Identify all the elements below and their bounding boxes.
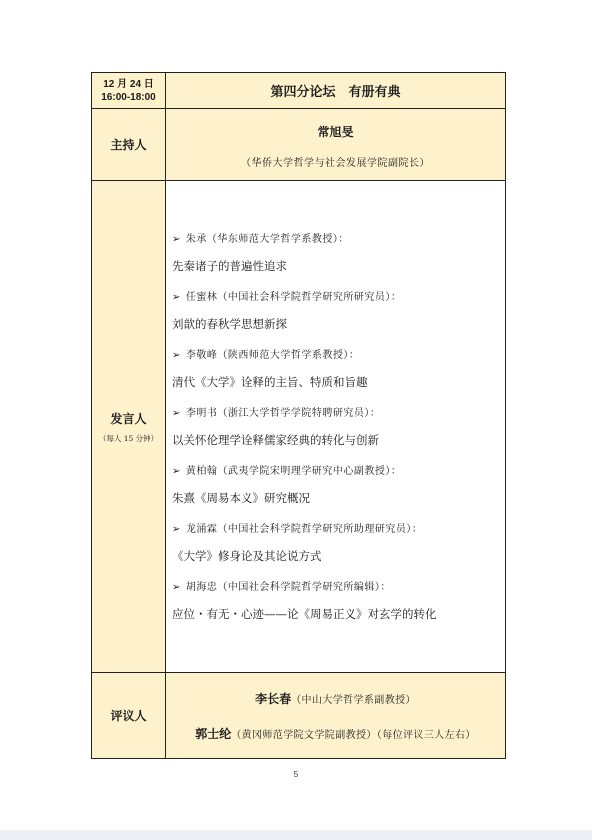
speakers-role-cell <box>92 181 166 673</box>
host-info-cell <box>166 109 506 181</box>
session-title: 第四分论坛 有册有典 <box>270 85 401 100</box>
session-time: 16:00-18:00 <box>101 91 156 103</box>
date-time-cell <box>92 73 166 109</box>
talk-topic: 先秦诸子的普遍性追求 <box>172 258 287 273</box>
host-role-cell <box>92 109 166 181</box>
speaker-name-affiliation: 任蜜林（中国社会科学院哲学研究所研究员）： <box>185 291 402 303</box>
talk-topic: 朱熹《周易本义》研究概况 <box>172 490 310 505</box>
speakers-list-cell <box>166 181 506 673</box>
arrow-bullet-icon: ➢ <box>172 523 181 535</box>
reviewer-item <box>166 725 505 742</box>
host-row <box>92 109 506 181</box>
arrow-bullet-icon: ➢ <box>172 581 181 593</box>
speaker-item <box>172 578 505 622</box>
host-name: 常旭旻 <box>317 124 354 139</box>
arrow-bullet-icon: ➢ <box>172 233 181 245</box>
speaker-name-affiliation: 李明书（浙江大学哲学学院特聘研究员）： <box>185 407 381 419</box>
reviewer-affiliation: （中山大学哲学系副教授） <box>291 694 416 706</box>
host-role-label: 主持人 <box>110 138 147 152</box>
page-number: 5 <box>293 770 299 779</box>
session-date: 12 月 24 日 <box>103 78 154 90</box>
reviewer-affiliation: （黄冈师范学院文学院副教授）（每位评议三人左右） <box>231 729 476 741</box>
reviewers-row <box>92 673 506 759</box>
speaker-item <box>172 520 505 564</box>
speaker-item <box>172 230 505 274</box>
speaker-item <box>172 288 505 332</box>
speaker-name-affiliation: 朱承（华东师范大学哲学系教授）： <box>185 233 349 245</box>
talk-topic: 以关怀伦理学诠释儒家经典的转化与创新 <box>172 432 379 447</box>
speaker-name-affiliation: 龙涌霖（中国社会科学院哲学研究所助理研究员）： <box>185 523 423 535</box>
reviewer-name: 李长春 <box>255 691 292 706</box>
speakers-row <box>92 181 506 673</box>
speakers-list <box>166 224 505 630</box>
talk-topic: 刘歆的春秋学思想新探 <box>172 316 287 331</box>
arrow-bullet-icon: ➢ <box>172 465 181 477</box>
host-affiliation: （华侨大学哲学与社会发展学院副院长） <box>241 157 430 169</box>
speaker-name-affiliation: 胡海忠（中国社会科学院哲学研究所编辑）： <box>185 581 391 593</box>
talk-topic: 《大学》修身论及其论说方式 <box>172 548 322 563</box>
speaker-item <box>172 462 505 506</box>
speaking-time-note: （每人 15 分钟） <box>98 433 159 443</box>
arrow-bullet-icon: ➢ <box>172 407 181 419</box>
reviewers-role-label: 评议人 <box>110 709 147 723</box>
viewer-bottom-strip <box>0 830 592 840</box>
reviewer-item <box>166 690 505 707</box>
header-row <box>92 73 506 109</box>
speaker-item <box>172 346 505 390</box>
talk-topic: 应位・有无・心迹——论《周易正义》对玄学的转化 <box>172 606 437 621</box>
talk-topic: 清代《大学》诠释的主旨、特质和旨趣 <box>172 374 368 389</box>
speakers-role-label: 发言人 <box>110 411 147 426</box>
reviewers-list-cell <box>166 673 506 759</box>
speaker-name-affiliation: 李敬峰（陕西师范大学哲学系教授）： <box>185 349 360 361</box>
schedule-table <box>91 72 506 759</box>
arrow-bullet-icon: ➢ <box>172 349 181 361</box>
arrow-bullet-icon: ➢ <box>172 291 181 303</box>
reviewer-name: 郭士纶 <box>195 726 232 741</box>
speaker-item <box>172 404 505 448</box>
speaker-name-affiliation: 黄柏翰（武夷学院宋明理学研究中心副教授）： <box>185 465 402 477</box>
session-title-cell <box>166 73 506 109</box>
reviewers-role-cell <box>92 673 166 759</box>
